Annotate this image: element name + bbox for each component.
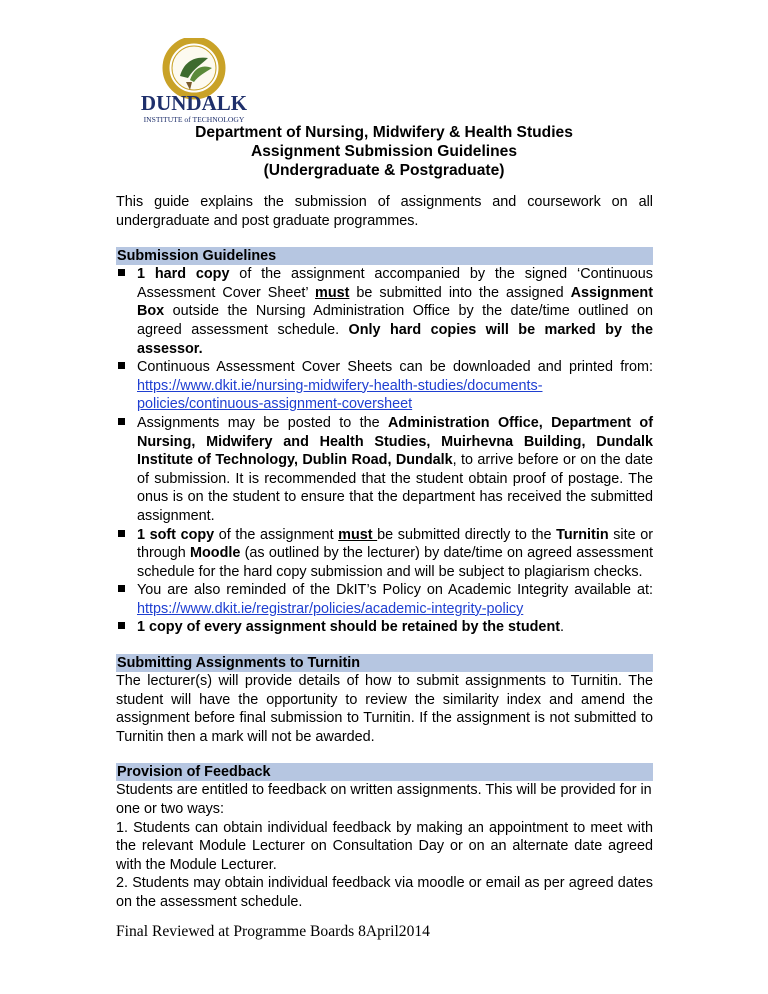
bullet-icon bbox=[118, 585, 125, 592]
submission-guidelines-list bbox=[116, 265, 653, 637]
turnitin-paragraph: The lecturer(s) will provide details of how to submit assignments to Turnitin. The student will have the opportunity to review the similarity index and amend the assignment before final submission to Turnitin. If the assignment is not submitted to Turnitin then a mark will not be awarded. bbox=[116, 673, 653, 745]
footer-note: Final Reviewed at Programme Boards 8April2014 bbox=[116, 923, 430, 940]
title-line-2: Assignment Submission Guidelines bbox=[250, 143, 517, 160]
bullet-icon bbox=[118, 622, 125, 629]
intro-paragraph: This guide explains the submission of assignments and coursework on all undergraduate and post graduate programmes. bbox=[116, 194, 653, 229]
title-line-3: (Undergraduate & Postgraduate) bbox=[263, 162, 505, 179]
list-item: 1 copy of every assignment should be retained by the student. bbox=[116, 618, 653, 637]
feedback-paragraph-2: 1. Students can obtain individual feedback by making an appointment to meet with the relevant Module Lecturer on Consultation Day or on an alternate date agreed with the Module Lecturer. bbox=[116, 819, 653, 873]
document-body bbox=[116, 193, 653, 912]
dundalk-logo-graphic bbox=[128, 38, 260, 130]
list-item: You are also reminded of the DkIT’s Policy on Academic Integrity available at: https://www.dkit.ie/registrar/policies/academic-integrity-policy bbox=[116, 581, 653, 618]
feedback-paragraph-1: Students are entitled to feedback on written assignments. This will be provided for in one or two ways: bbox=[116, 782, 652, 818]
list-item: Assignments may be posted to the Administration Office, Department of Nursing, Midwifery and Health Studies, Muirhevna Building, Dundalk Institute of Technology, Dublin Road, Dundalk, to arrive before or on the date of submission. It is recommended that the student obtain proof of postage. The onus is on the student to ensure that the department has received the submitted assignment. bbox=[116, 414, 653, 526]
coversheet-link[interactable]: https://www.dkit.ie/nursing-midwifery-health-studies/documents-policies/continuous-assignment-coversheet bbox=[137, 377, 543, 413]
bullet-icon bbox=[118, 530, 125, 537]
document-title bbox=[116, 123, 652, 180]
logo-subtitle: INSTITUTE of TECHNOLOGY bbox=[143, 115, 245, 124]
academic-integrity-link[interactable]: https://www.dkit.ie/registrar/policies/academic-integrity-policy bbox=[137, 600, 524, 617]
bullet-icon bbox=[118, 418, 125, 425]
bullet-icon bbox=[118, 269, 125, 276]
logo-name: DUNDALK bbox=[140, 91, 248, 115]
list-item: 1 soft copy of the assignment must be submitted directly to the Turnitin site or through Moodle (as outlined by the lecturer) by date/time on agreed assessment schedule for the hard copy submission and will be subject to plagiarism checks. bbox=[116, 526, 653, 582]
turnitin-heading: Submitting Assignments to Turnitin bbox=[116, 654, 653, 672]
bullet-icon bbox=[118, 362, 125, 369]
feedback-heading: Provision of Feedback bbox=[116, 763, 653, 781]
list-item: 1 hard copy of the assignment accompanied by the signed ‘Continuous Assessment Cover Sheet’ must be submitted into the assigned Assignment Box outside the Nursing Administration Office by the date/time outlined on agreed assessment schedule. Only hard copies will be marked by the assessor. bbox=[116, 265, 653, 358]
title-line-1: Department of Nursing, Midwifery & Health Studies bbox=[195, 124, 573, 141]
list-item: Continuous Assessment Cover Sheets can be downloaded and printed from: https://www.dkit.ie/nursing-midwifery-health-studies/documents-policies/continuous-assignment-coversheet bbox=[116, 358, 653, 414]
dundalk-logo bbox=[128, 38, 260, 130]
feedback-paragraph-3: 2. Students may obtain individual feedback via moodle or email as per agreed dates on the assessment schedule. bbox=[116, 875, 653, 910]
submission-guidelines-heading: Submission Guidelines bbox=[116, 247, 653, 265]
